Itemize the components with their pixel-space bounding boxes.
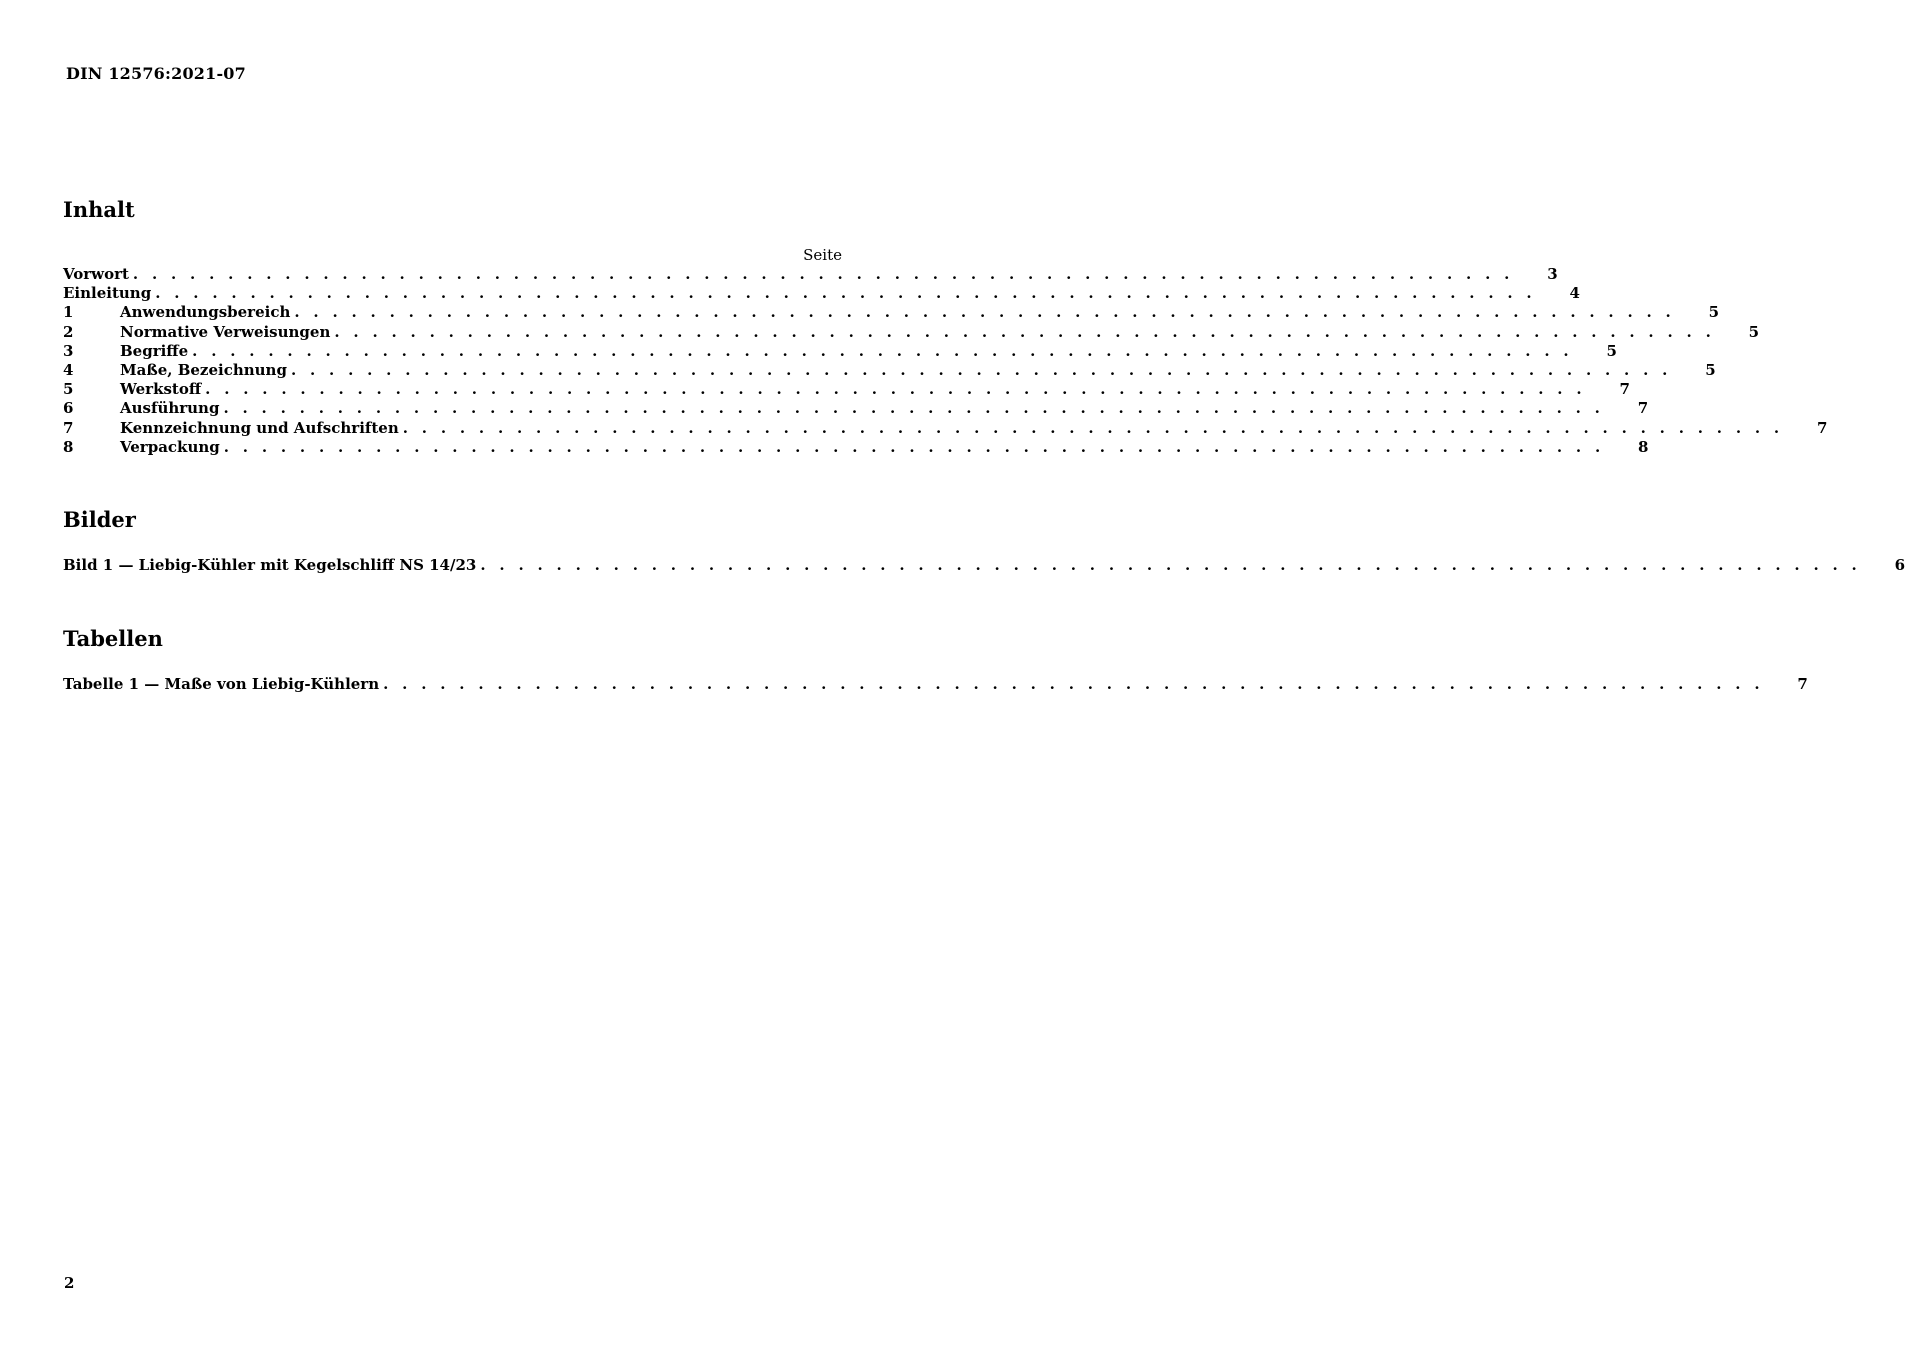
toc-entry-vorwort[interactable]: [63, 265, 1558, 284]
toc-entry-3[interactable]: [63, 341, 1617, 361]
toc-leader: . . . . . . . . . . . . . . . . . . . . . . . . . . . . . . . . . . . . . . . . . . . . . . . . . . . . . . . . . . . . . . . . . . . . . . . . .: [223, 437, 1605, 456]
toc-entry-title: Maße, Bezeichnung: [120, 360, 287, 379]
toc-entry-title: Anwendungsbereich: [120, 303, 291, 322]
toc-leader: . . . . . . . . . . . . . . . . . . . . . . . . . . . . . . . . . . . . . . . . . . . . . . . . . . . . . . . . . . . . . . . . . . . . . . . . .: [334, 322, 1716, 341]
toc-entry-page: 3: [1547, 265, 1558, 283]
table-entry-1[interactable]: [63, 675, 1808, 694]
toc-entry-number: 2: [63, 322, 74, 341]
toc-entry-4[interactable]: [63, 360, 1716, 380]
toc-entry-page: 5: [1606, 341, 1617, 360]
toc-leader: . . . . . . . . . . . . . . . . . . . . . . . . . . . . . . . . . . . . . . . . . . . . . . . . . . . . . . . . . . . . . . . . . . . . . . . . .: [132, 265, 1514, 283]
toc-entry-title: Begriffe: [120, 341, 189, 360]
toc-entry-page: 7: [1817, 418, 1828, 437]
toc-entry-page: 5: [1708, 303, 1720, 322]
list-of-figures: [63, 556, 1905, 575]
toc-leader: . . . . . . . . . . . . . . . . . . . . . . . . . . . . . . . . . . . . . . . . . . . . . . . . . . . . . . . . . . . . . . . . . . . . . . . . .: [294, 303, 1676, 322]
toc-entry-8[interactable]: [63, 437, 1649, 457]
toc-entry-2[interactable]: [63, 322, 1760, 342]
toc-entry-title: Kennzeichnung und Aufschriften: [120, 418, 399, 437]
toc-leader: . . . . . . . . . . . . . . . . . . . . . . . . . . . . . . . . . . . . . . . . . . . . . . . . . . . . . . . . . . . . . . . . . . . . . . . . .: [383, 675, 1764, 693]
toc-leader: . . . . . . . . . . . . . . . . . . . . . . . . . . . . . . . . . . . . . . . . . . . . . . . . . . . . . . . . . . . . . . . . . . . . . . . . .: [205, 380, 1586, 399]
figure-entry-page: 6: [1894, 556, 1905, 574]
figures-heading: Bilder: [63, 507, 136, 532]
toc-entry-page: 5: [1705, 360, 1716, 379]
toc-entry-number: 5: [63, 380, 74, 399]
toc-entry-6[interactable]: [63, 399, 1649, 418]
toc-entry-title: Ausführung: [120, 399, 220, 418]
toc-entry-number: 4: [63, 360, 74, 379]
toc-entry-5[interactable]: [63, 380, 1630, 399]
list-of-tables: [63, 675, 1808, 694]
figure-entry-title: Bild 1 — Liebig-Kühler mit Kegelschliff NS 14/23: [63, 556, 477, 574]
contents-heading: Inhalt: [63, 197, 135, 222]
toc-entry-1[interactable]: [63, 303, 1720, 322]
toc-entry-page: 7: [1637, 399, 1649, 418]
table-entry-page: 7: [1797, 675, 1808, 693]
toc-leader: . . . . . . . . . . . . . . . . . . . . . . . . . . . . . . . . . . . . . . . . . . . . . . . . . . . . . . . . . . . . . . . . . . . . . . . . .: [192, 341, 1573, 360]
toc-entry-page: 8: [1638, 437, 1649, 456]
toc-entry-page: 4: [1569, 284, 1580, 303]
toc-leader: . . . . . . . . . . . . . . . . . . . . . . . . . . . . . . . . . . . . . . . . . . . . . . . . . . . . . . . . . . . . . . . . . . . . . . . . .: [480, 556, 1862, 574]
toc-leader: . . . . . . . . . . . . . . . . . . . . . . . . . . . . . . . . . . . . . . . . . . . . . . . . . . . . . . . . . . . . . . . . . . . . . . . . .: [223, 399, 1605, 418]
toc-entry-7[interactable]: [63, 418, 1828, 438]
table-of-contents: [63, 265, 1828, 457]
toc-entry-page: 5: [1748, 322, 1760, 341]
toc-entry-title: Normative Verweisungen: [120, 322, 331, 341]
toc-entry-number: 7: [63, 418, 74, 437]
toc-entry-title: Vorwort: [63, 265, 129, 283]
toc-leader: . . . . . . . . . . . . . . . . . . . . . . . . . . . . . . . . . . . . . . . . . . . . . . . . . . . . . . . . . . . . . . . . . . . . . . . . .: [402, 418, 1784, 437]
toc-entry-title: Werkstoff: [120, 380, 202, 399]
toc-entry-page: 7: [1619, 380, 1630, 399]
toc-leader: . . . . . . . . . . . . . . . . . . . . . . . . . . . . . . . . . . . . . . . . . . . . . . . . . . . . . . . . . . . . . . . . . . . . . . . . .: [155, 284, 1536, 303]
toc-entry-title: Einleitung: [63, 284, 152, 303]
toc-leader: . . . . . . . . . . . . . . . . . . . . . . . . . . . . . . . . . . . . . . . . . . . . . . . . . . . . . . . . . . . . . . . . . . . . . . . . .: [290, 360, 1672, 379]
figure-entry-1[interactable]: [63, 556, 1905, 575]
toc-entry-einleitung[interactable]: [63, 284, 1580, 303]
toc-entry-number: 6: [63, 399, 74, 418]
toc-entry-number: 8: [63, 437, 74, 456]
page-number: 2: [64, 1274, 75, 1292]
toc-entry-number: 3: [63, 341, 74, 360]
toc-entry-number: 1: [63, 303, 74, 322]
table-entry-title: Tabelle 1 — Maße von Liebig-Kühlern: [63, 675, 380, 693]
tables-heading: Tabellen: [63, 626, 163, 651]
toc-entry-title: Verpackung: [120, 437, 220, 456]
page-column-label: Seite: [803, 246, 842, 264]
document-id: DIN 12576:2021-07: [66, 64, 246, 83]
